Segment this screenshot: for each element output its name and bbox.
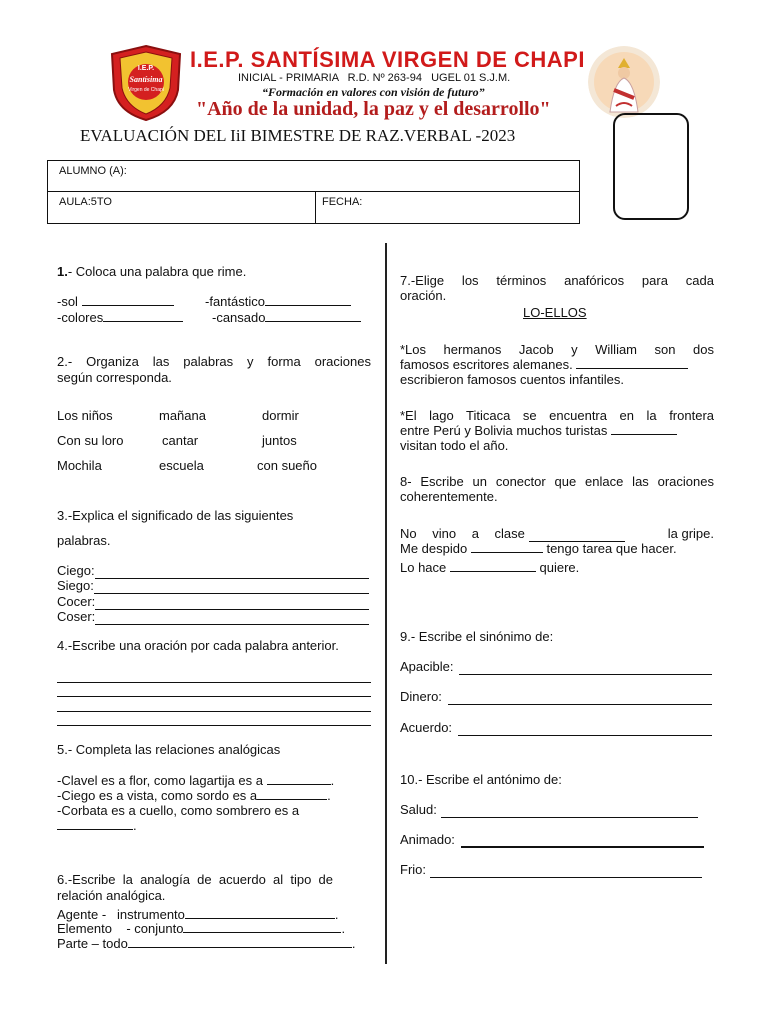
date-label: FECHA: <box>322 196 363 208</box>
q3-title-b: palabras. <box>57 533 111 548</box>
q4-title: 4.-Escribe una oración por cada palabra anterior. <box>57 638 339 653</box>
q10-frio: Frio: <box>400 862 702 878</box>
classroom-label: AULA:5TO <box>59 196 112 208</box>
logo-text-3: Virgen de Chapi <box>128 87 164 93</box>
q7-title-b: oración. <box>400 288 447 303</box>
q2-title-b: según corresponda. <box>57 370 172 385</box>
q7-title-a: 7.-Elige los términos anafóricos para cada <box>400 273 714 288</box>
q10-title: 10.- Escribe el antónimo de: <box>400 772 562 787</box>
q8-title-b: coherentemente. <box>400 489 498 504</box>
q2-word: escuela <box>159 458 204 473</box>
q5-item: -Corbata es a cuello, como sombrero es a <box>57 803 300 818</box>
q1-cansado: -cansado <box>212 310 361 326</box>
answer-line <box>57 696 371 697</box>
column-divider <box>385 243 387 964</box>
q7-options: LO-ELLOS <box>523 305 587 320</box>
q9-dinero: Dinero: <box>400 689 712 705</box>
photo-box <box>613 113 689 220</box>
q2-word: cantar <box>162 433 199 448</box>
q2-word: mañana <box>159 408 206 423</box>
q1-sol: -sol <box>57 294 174 310</box>
exam-title: EVALUACIÓN DEL IiI BIMESTRE DE RAZ.VERBAL -2023 <box>80 126 516 145</box>
q6-item: Agente - instrumento . <box>57 907 339 922</box>
q2-word: Los niños <box>57 408 113 423</box>
year-motto: "Año de la unidad, la paz y el desarrollo" <box>196 98 551 120</box>
q8-title-a: 8- Escribe un conector que enlace las oraciones <box>400 474 714 489</box>
logo-text-1: I.E.P. <box>137 65 155 72</box>
q5-item-blank: . <box>57 818 137 834</box>
answer-line <box>57 711 371 712</box>
q8-s3: Lo hace quiere. <box>400 560 580 575</box>
school-slogan: “Formación en valores con visión de futuro” <box>262 85 485 99</box>
q7-s1b: famosos escritores alemanes. <box>400 357 688 373</box>
q6-item: Parte – todo . <box>57 936 356 951</box>
q3-siego: Siego: <box>57 578 369 594</box>
q9-apacible: Apacible: <box>400 659 712 675</box>
q2-word: dormir <box>262 408 299 423</box>
logo-text-2: Santísima <box>129 75 163 84</box>
saint-image <box>588 46 660 118</box>
q6-title-a: 6.-Escribe la analogía de acuerdo al tipo de <box>57 872 333 887</box>
q5-title: 5.- Completa las relaciones analógicas <box>57 742 281 757</box>
q1-colores: -colores <box>57 310 183 326</box>
student-name-label: ALUMNO (A): <box>59 165 127 177</box>
school-logo <box>108 44 184 122</box>
q8-s2: Me despido tengo tarea que hacer. <box>400 541 677 556</box>
q3-ciego: Ciego: <box>57 563 369 579</box>
q7-s1a: *Los hermanos Jacob y William son dos <box>400 342 714 357</box>
answer-line <box>57 682 371 683</box>
q7-s2c: visitan todo el año. <box>400 438 509 453</box>
q2-word: Con su loro <box>57 433 124 448</box>
q9-acuerdo: Acuerdo: <box>400 720 712 736</box>
q1-title: 1.- Coloca una palabra que rime. <box>57 264 247 279</box>
q5-item: -Ciego es a vista, como sordo es a . <box>57 788 331 803</box>
q2-word: Mochila <box>57 458 102 473</box>
q7-s1c: escribieron famosos cuentos infantiles. <box>400 372 625 387</box>
q1-fantastico: -fantástico <box>205 294 351 310</box>
answer-line <box>57 725 371 726</box>
q10-salud: Salud: <box>400 802 698 818</box>
q10-animado: Animado: <box>400 832 704 848</box>
student-info-box <box>47 160 580 224</box>
q8-s1: No vino a clase la gripe. <box>400 526 714 541</box>
q7-s2b: entre Perú y Bolivia muchos turistas <box>400 423 677 439</box>
school-info: INICIAL - PRIMARIA R.D. Nº 263-94 UGEL 01 S.J.M. <box>238 72 511 84</box>
q6-item: Elemento - conjunto . <box>57 921 346 936</box>
q2-word: juntos <box>262 433 297 448</box>
q3-title: 3.-Explica el significado de las siguientes <box>57 508 294 523</box>
q3-coser: Coser: <box>57 609 369 625</box>
q3-cocer: Cocer: <box>57 594 369 610</box>
q5-item: -Clavel es a flor, como lagartija es a . <box>57 773 335 788</box>
school-name: I.E.P. SANTÍSIMA VIRGEN DE CHAPI <box>190 47 585 72</box>
q9-title: 9.- Escribe el sinónimo de: <box>400 629 554 644</box>
q6-title-b: relación analógica. <box>57 888 166 903</box>
q7-s2a: *El lago Titicaca se encuentra en la frontera <box>400 408 714 423</box>
q2-title-a: 2.- Organiza las palabras y forma oraciones <box>57 354 371 369</box>
q2-word: con sueño <box>257 458 317 473</box>
